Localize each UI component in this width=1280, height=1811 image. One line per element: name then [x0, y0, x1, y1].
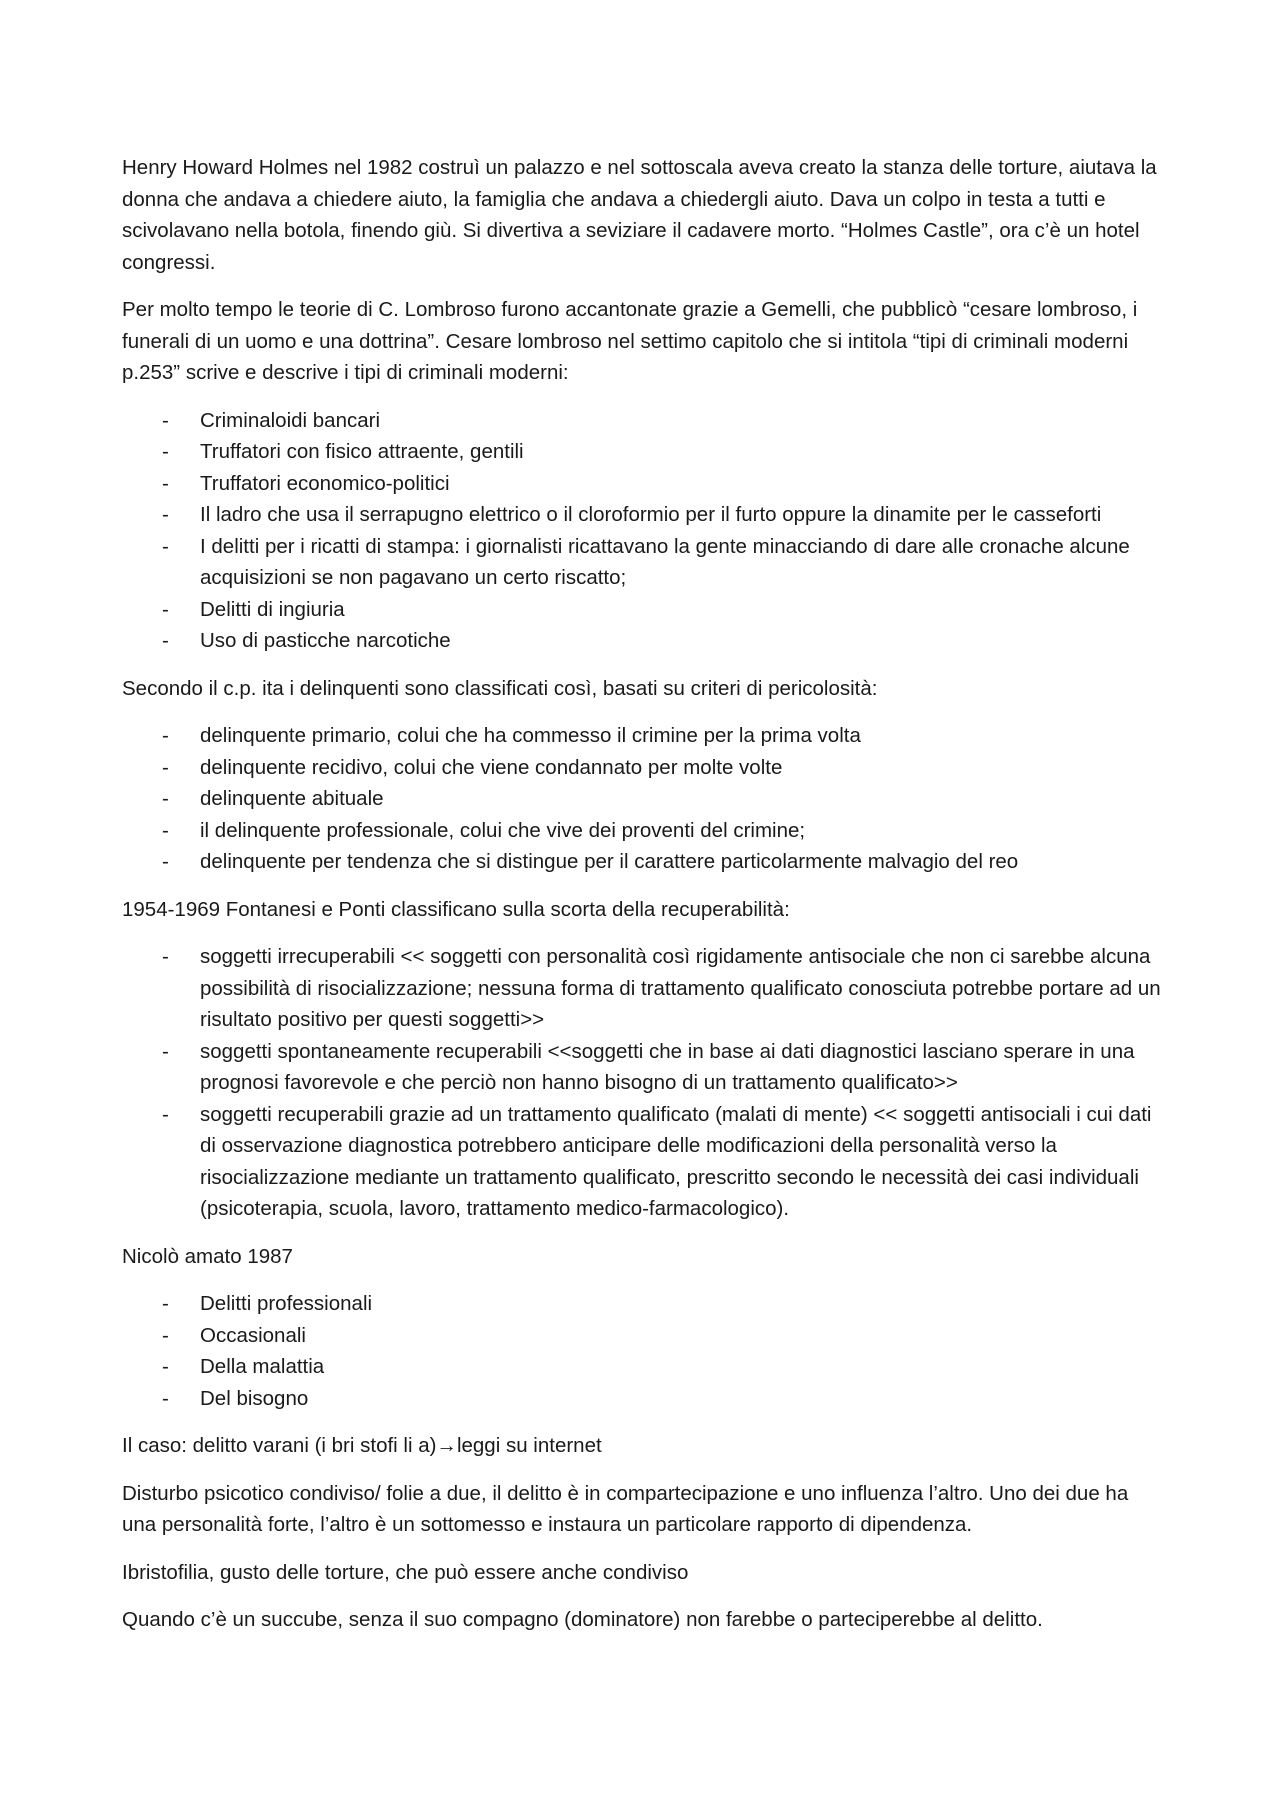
paragraph-amato: Nicolò amato 1987	[122, 1244, 293, 1268]
bullet-dash: -	[162, 1292, 169, 1315]
bullet-dash: -	[162, 755, 169, 779]
paragraph-ibristofilia: Ibristofilia, gusto delle torture, che può essere anche condiviso	[122, 1560, 689, 1584]
list-item-text: soggetti spontaneamente recuperabili <<soggetti che in base ai dati diagnostici lasciano sperare in una prognosi favorevole e che perciò non hanno bisogno di un trattamento qualificato>>	[200, 1039, 1135, 1094]
list-item	[122, 815, 1167, 847]
list-item	[122, 941, 1167, 1036]
list-item	[122, 720, 1167, 752]
list-amato	[122, 1288, 1167, 1414]
list-criminali-moderni	[122, 405, 1167, 657]
paragraph-codice-penale: Secondo il c.p. ita i delinquenti sono classificati così, basati su criteri di pericolosità:	[122, 676, 878, 700]
list-item	[122, 1320, 1167, 1352]
list-item	[122, 594, 1167, 626]
list-item	[122, 499, 1167, 531]
paragraph-holmes: Henry Howard Holmes nel 1982 costruì un palazzo e nel sottoscala aveva creato la stanza delle torture, aiutava la donna che andava a chiedere aiuto, la famiglia che andava a chiedergli aiuto. Dava un colpo in testa a tutti e scivolavano nella botola, finendo giù. Si divertiva a seviziare il cadavere morto. “Holmes Castle”, ora c’è un hotel congressi.	[122, 156, 1157, 274]
list-item	[122, 1351, 1167, 1383]
list-item	[122, 1036, 1167, 1099]
bullet-dash: -	[162, 945, 169, 968]
paragraph-lombroso: Per molto tempo le teorie di C. Lombroso furono accantonate grazie a Gemelli, che pubblicò “cesare lombroso, i funerali di un uomo e una dottrina”. Cesare lombroso nel settimo capitolo che si intitola “tipi di criminali moderni p.253” scrive e descrive i tipi di criminali moderni:	[122, 298, 1138, 384]
document-page	[122, 152, 1167, 1652]
list-item-text: Truffatori con fisico attraente, gentili	[200, 440, 524, 463]
list-item	[122, 625, 1167, 657]
bullet-dash: -	[162, 1323, 169, 1347]
list-item-text: Criminaloidi bancari	[200, 408, 381, 432]
bullet-dash: -	[162, 629, 169, 652]
list-item	[122, 1099, 1167, 1225]
list-item	[122, 752, 1167, 784]
list-delinquenti	[122, 720, 1167, 878]
list-item	[122, 531, 1167, 594]
list-item	[122, 1383, 1167, 1415]
bullet-dash: -	[162, 408, 169, 432]
bullet-dash: -	[162, 597, 169, 621]
list-item-text: Delitti professionali	[200, 1292, 373, 1315]
bullet-dash: -	[162, 471, 169, 495]
list-recuperabilita	[122, 941, 1167, 1225]
list-item	[122, 436, 1167, 468]
caso-text: Il caso: delitto varani (i bri stofi li a)	[122, 1434, 437, 1457]
list-item-text: Delitti di ingiuria	[200, 597, 345, 621]
bullet-dash: -	[162, 534, 169, 558]
list-item-text: delinquente primario, colui che ha commesso il crimine per la prima volta	[200, 724, 861, 747]
arrow-right-icon: →	[436, 1434, 457, 1457]
list-item-text: Della malattia	[200, 1355, 325, 1378]
list-item-text: Uso di pasticche narcotiche	[200, 629, 451, 652]
list-item	[122, 1288, 1167, 1320]
list-item-text: delinquente per tendenza che si distingue per il carattere particolarmente malvagio del reo	[200, 850, 1019, 873]
paragraph-succube: Quando c’è un succube, senza il suo compagno (dominatore) non farebbe o parteciperebbe al delitto.	[122, 1608, 1043, 1631]
paragraph-fontanesi-ponti: 1954-1969 Fontanesi e Ponti classificano sulla scorta della recuperabilità:	[122, 897, 790, 921]
list-item-text: delinquente abituale	[200, 787, 384, 810]
paragraph-folie-a-due: Disturbo psicotico condiviso/ folie a due, il delitto è in compartecipazione e uno influenza l’altro. Uno dei due ha una personalità forte, l’altro è un sottomesso e instaura un particolare rapporto di dipendenza.	[122, 1481, 1129, 1536]
bullet-dash: -	[162, 818, 169, 842]
list-item	[122, 846, 1167, 878]
list-item-text: Il ladro che usa il serrapugno elettrico o il cloroformio per il furto oppure la dinamite per le casseforti	[200, 503, 1102, 526]
list-item-text: il delinquente professionale, colui che vive dei proventi del crimine;	[200, 818, 806, 842]
list-item-text: Truffatori economico-politici	[200, 471, 450, 495]
bullet-dash: -	[162, 787, 169, 810]
list-item-text: Occasionali	[200, 1323, 306, 1347]
bullet-dash: -	[162, 1039, 169, 1063]
bullet-dash: -	[162, 724, 169, 747]
caso-link-text: leggi su internet	[456, 1434, 602, 1457]
list-item-text: Del bisogno	[200, 1386, 309, 1410]
bullet-dash: -	[162, 850, 169, 873]
list-item	[122, 405, 1167, 437]
bullet-dash: -	[162, 1386, 169, 1410]
bullet-dash: -	[162, 440, 169, 463]
list-item	[122, 468, 1167, 500]
list-item-text: soggetti irrecuperabili << soggetti con personalità così rigidamente antisociale che non ci sarebbe alcuna possibilità di risocializzazione; nessuna forma di trattamento qualificato conosciuta potrebbe portare ad un risultato positivo per questi soggetti>>	[200, 945, 1161, 1031]
paragraph-caso-varani	[122, 1430, 1167, 1462]
list-item-text: soggetti recuperabili grazie ad un trattamento qualificato (malati di mente) << soggetti antisociali i cui dati di osservazione diagnostica potrebbero anticipare delle modificazioni della personalità verso la risocializzazione mediante un trattamento qualificato, prescritto secondo le necessità dei casi individuali (psicoterapia, scuola, lavoro, trattamento medico-farmacologico).	[200, 1102, 1152, 1220]
list-item	[122, 783, 1167, 815]
list-item-text: delinquente recidivo, colui che viene condannato per molte volte	[200, 755, 783, 779]
list-item-text: I delitti per i ricatti di stampa: i giornalisti ricattavano la gente minacciando di dare alle cronache alcune acquisizioni se non pagavano un certo riscatto;	[200, 534, 1130, 589]
bullet-dash: -	[162, 503, 169, 526]
bullet-dash: -	[162, 1355, 169, 1378]
bullet-dash: -	[162, 1102, 169, 1126]
